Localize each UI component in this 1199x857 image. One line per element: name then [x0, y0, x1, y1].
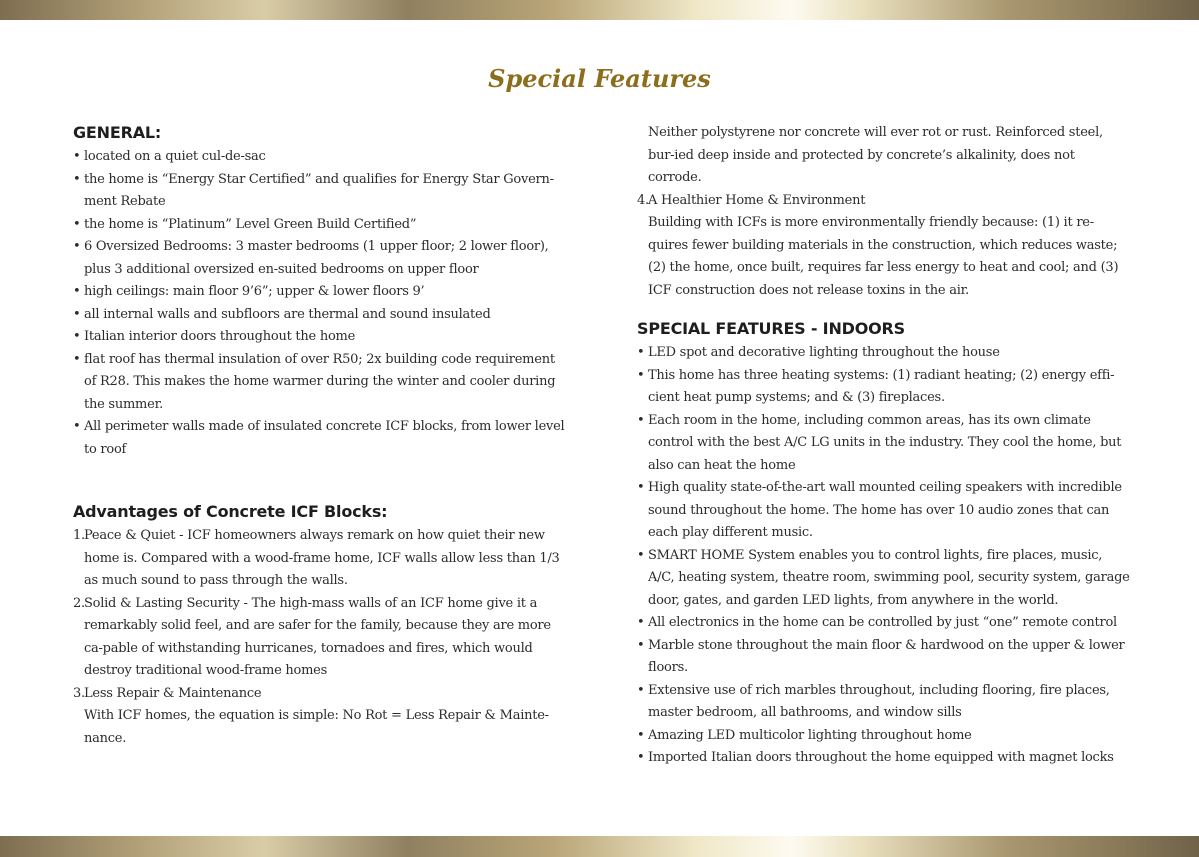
list-item: • High quality state-of-the-art wall mounted ceiling speakers with incredible sound throughout the home. The home has over 10 audio zones that can each play different music.	[637, 477, 1132, 545]
bullet-icon: •	[637, 345, 645, 360]
item-3-detail: With ICF homes, the equation is simple: No Rot = Less Repair & Mainte-nance.	[84, 708, 549, 746]
bullet-icon: •	[637, 750, 645, 765]
list-item: • This home has three heating systems: (1) radiant heating; (2) energy effi-cient heat pump systems; and & (3) fireplaces.	[637, 365, 1132, 410]
bottom-gold-bar	[0, 836, 1199, 857]
right-column	[637, 122, 1132, 770]
item-3-continued: Neither polystyrene nor concrete will ever rot or rust. Reinforced steel, bur-ied deep inside and protected by concrete’s alkalinity, does not corrode.	[648, 125, 1103, 185]
list-item: • All electronics in the home can be controlled by just “one” remote control	[637, 612, 1132, 635]
item-4-detail: Building with ICFs is more environmentally friendly because: (1) it re-quires fewer building materials in the construction, which reduces waste; (2) the home, once built, requires far less energy to heat and cool; and (3) ICF construction does not release toxins in the air.	[648, 215, 1119, 298]
bullet-icon: •	[637, 615, 645, 630]
list-item: • the home is “Energy Star Certified” and qualifies for Energy Star Govern-ment Rebate	[73, 169, 568, 214]
list-item: • Extensive use of rich marbles throughout, including flooring, fire places, master bedroom, all bathrooms, and window sills	[637, 680, 1132, 725]
bullet-icon: •	[73, 171, 81, 187]
bullet-icon: •	[73, 329, 81, 344]
bullet-icon: •	[637, 682, 645, 698]
list-item: 4. A Healthier Home & Environment	[637, 192, 866, 208]
list-item: • the home is “Platinum” Level Green Build Certified”	[73, 214, 568, 237]
left-column	[73, 122, 568, 750]
list-item: • located on a quiet cul-de-sac	[73, 146, 568, 169]
page-title: Special Features	[488, 64, 711, 93]
list-item: • All perimeter walls made of insulated concrete ICF blocks, from lower level to roof	[73, 416, 568, 461]
list-item: • all internal walls and subfloors are thermal and sound insulated	[73, 304, 568, 327]
bullet-icon: •	[73, 306, 81, 322]
advantages-heading: Advantages of Concrete ICF Blocks:	[73, 502, 388, 521]
bullet-icon: •	[637, 412, 645, 428]
list-item: 2. Solid & Lasting Security - The high-mass walls of an ICF home give it a remarkably solid feel, and are safer for the family, because they are more ca-pable of withstanding hurricanes, tornadoes and fires, which would destroy traditional wood-frame homes	[73, 595, 551, 678]
top-gold-bar	[0, 0, 1199, 20]
list-item: • high ceilings: main floor 9’6”; upper & lower floors 9’	[73, 281, 568, 304]
bullet-icon: •	[73, 419, 81, 434]
advantages-list	[73, 525, 568, 705]
bullet-icon: •	[73, 284, 81, 299]
indoors-list	[637, 342, 1132, 770]
bullet-icon: •	[637, 637, 645, 653]
bullet-icon: •	[73, 239, 81, 254]
general-list	[73, 146, 568, 461]
list-item: • LED spot and decorative lighting throughout the house	[637, 342, 1132, 365]
list-item: • Amazing LED multicolor lighting throughout home	[637, 725, 1132, 748]
advantages-list-continued	[637, 190, 1132, 213]
list-item: • Italian interior doors throughout the home	[73, 326, 568, 349]
list-item: • Imported Italian doors throughout the home equipped with magnet locks	[637, 747, 1132, 770]
bullet-icon: •	[637, 480, 645, 495]
bullet-icon: •	[73, 149, 81, 164]
indoors-heading: SPECIAL FEATURES - INDOORS	[637, 319, 905, 338]
bullet-icon: •	[73, 216, 81, 232]
bullet-icon: •	[637, 367, 645, 383]
list-item: • Each room in the home, including common areas, has its own climate control with the best A/C LG units in the industry. They cool the home, but also can heat the home	[637, 410, 1132, 478]
bullet-icon: •	[73, 351, 81, 367]
bullet-icon: •	[637, 727, 645, 743]
list-item: • flat roof has thermal insulation of over R50; 2x building code requirement of R28. This makes the home warmer during the winter and cooler during the summer.	[73, 349, 568, 417]
list-item: 1. Peace & Quiet - ICF homeowners always remark on how quiet their new home is. Compared with a wood-frame home, ICF walls allow less than 1/3 as much sound to pass through the walls.	[73, 528, 560, 588]
general-heading: GENERAL:	[73, 123, 162, 142]
list-item: 3. Less Repair & Maintenance	[73, 685, 262, 701]
list-item: • 6 Oversized Bedrooms: 3 master bedrooms (1 upper floor; 2 lower floor), plus 3 additional oversized en-suited bedrooms on upper floor	[73, 236, 568, 281]
list-item: • SMART HOME System enables you to control lights, fire places, music, A/C, heating system, theatre room, swimming pool, security system, garage door, gates, and garden LED lights, from anywhere in the world.	[637, 545, 1132, 613]
list-item: • Marble stone throughout the main floor & hardwood on the upper & lower floors.	[637, 635, 1132, 680]
bullet-icon: •	[637, 547, 645, 563]
